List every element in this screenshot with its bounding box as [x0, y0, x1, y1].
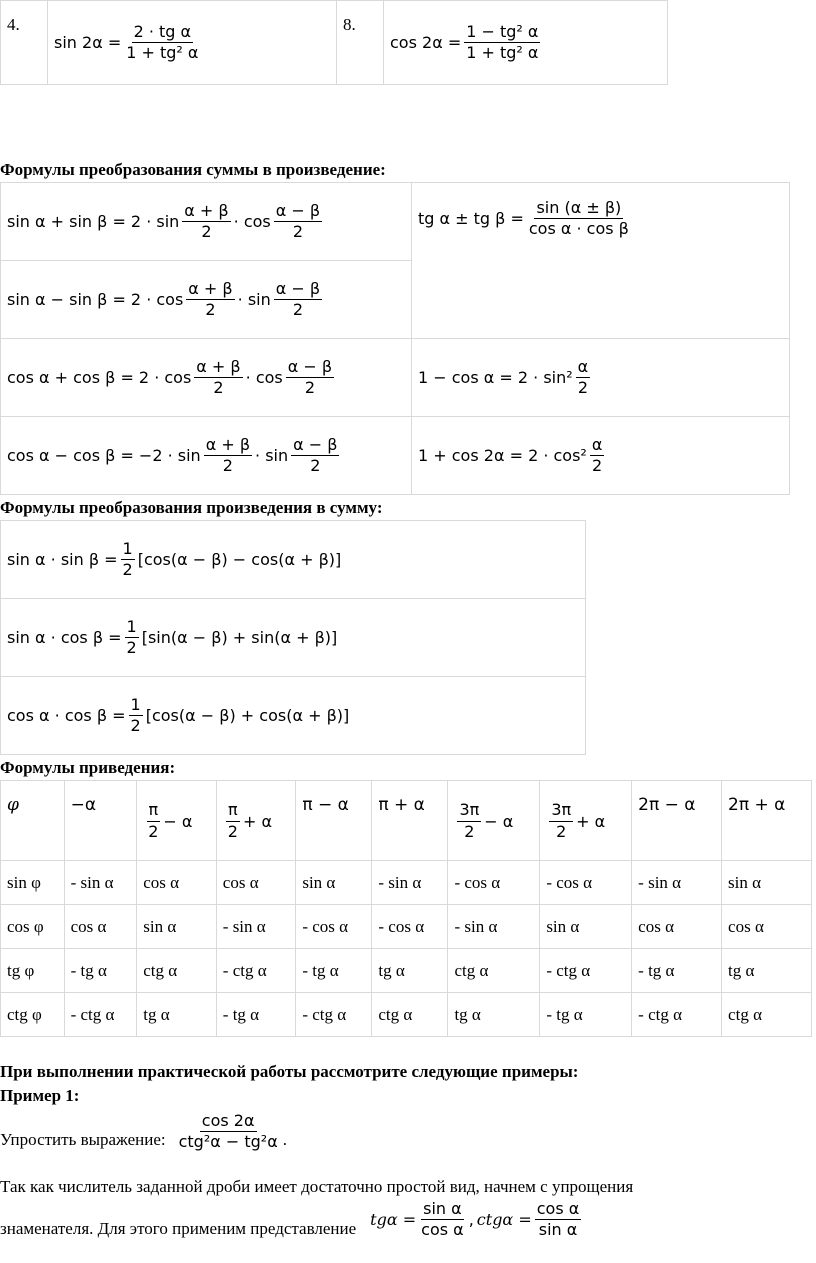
- reduction-row-ctg: [1, 993, 812, 1037]
- table-cell: cos α: [64, 905, 137, 949]
- simplify-line: Упростить выражение: $\frac{\cos 2\alpha}{\text{ctg²α − tg²α}}$ .: [0, 1111, 287, 1152]
- table-cell: cos α: [216, 861, 296, 905]
- table-cell: - tg α: [216, 993, 296, 1037]
- table-cell: - sin α: [448, 905, 540, 949]
- table-cell: ctg φ: [1, 993, 65, 1037]
- header-pi2-plus: $\frac{\pi}{2}$ + α: [216, 781, 296, 861]
- table-cell: sin α: [540, 905, 632, 949]
- sum-formula-4: cos α − cos β = −2 · sin $\frac{\alpha + \beta}{2}$ · sin $\frac{\alpha - \beta}{2}$: [1, 417, 412, 495]
- table-cell: tg α: [137, 993, 217, 1037]
- header-pi-minus: π − α: [296, 781, 372, 861]
- table-cell: ctg α: [448, 949, 540, 993]
- header-phi: φ: [1, 781, 65, 861]
- header-2pi-minus: 2π − α: [632, 781, 722, 861]
- table-cell: - sin α: [632, 861, 722, 905]
- table-cell: ctg α: [722, 993, 812, 1037]
- reduction-row-sin: [1, 861, 812, 905]
- table-cell: - ctg α: [64, 993, 137, 1037]
- example-1-heading: Пример 1:: [0, 1086, 80, 1105]
- sum-formula-3: cos α + cos β = 2 · cos $\frac{\alpha + \beta}{2}$ · cos $\frac{\alpha - \beta}{2}$: [1, 339, 412, 417]
- table-cell: - sin α: [216, 905, 296, 949]
- table-cell: cos α: [722, 905, 812, 949]
- table-cell: sin α: [296, 861, 372, 905]
- sum-formula-2: sin α − sin β = 2 · cos $\frac{\alpha + \beta}{2}$ · sin $\frac{\alpha - \beta}{2}$: [1, 261, 412, 339]
- reduction-row-tg: [1, 949, 812, 993]
- table-cell: - sin α: [372, 861, 448, 905]
- practice-heading: При выполнении практической работы рассмотрите следующие примеры:: [0, 1062, 579, 1081]
- table-cell: - cos α: [540, 861, 632, 905]
- table-cell: cos α: [632, 905, 722, 949]
- one-plus-cos-formula: 1 + cos 2α = 2 · cos² $\frac{\alpha}{2}$: [412, 417, 790, 495]
- table-cell: sin φ: [1, 861, 65, 905]
- reduction-table: [0, 780, 812, 1037]
- table-cell: ctg α: [137, 949, 217, 993]
- formula-number-8: 8.: [337, 1, 384, 85]
- simplify-label: Упростить выражение:: [0, 1129, 166, 1149]
- paragraph-line-2: знаменателя. Для этого применим представление tgα = $\frac{\text{sin α}}{\text{cos α}}$ , ctgα = $\frac{\text{cos α}}{\text{sin α}}$: [0, 1200, 584, 1240]
- table-cell: tg α: [448, 993, 540, 1037]
- table-cell: - tg α: [540, 993, 632, 1037]
- reduction-header-row: [1, 781, 812, 861]
- product-to-sum-heading: Формулы преобразования произведения в сумму:: [0, 498, 383, 517]
- product-to-sum-table: [0, 520, 586, 755]
- table-cell: - tg α: [64, 949, 137, 993]
- table-cell: sin α: [722, 861, 812, 905]
- paragraph-line-1: Так как числитель заданной дроби имеет достаточно простой вид, начнем с упрощения: [0, 1177, 634, 1196]
- header-pi-plus: π + α: [372, 781, 448, 861]
- table-cell: - cos α: [448, 861, 540, 905]
- formula-cos2a: cos 2α = $\frac{\text{1 − tg² α}}{\text{1 + tg² α}}$: [384, 1, 668, 85]
- table-cell: - sin α: [64, 861, 137, 905]
- table-cell: - cos α: [372, 905, 448, 949]
- table-cell: ctg α: [372, 993, 448, 1037]
- reduction-heading: Формулы приведения:: [0, 758, 176, 777]
- sum-to-product-table: [0, 182, 790, 495]
- table-cell: cos φ: [1, 905, 65, 949]
- top-formula-table: [0, 0, 668, 85]
- table-cell: - tg α: [296, 949, 372, 993]
- header-3pi2-minus: $\frac{3\pi}{2}$ − α: [448, 781, 540, 861]
- header-minus-alpha: −α: [64, 781, 137, 861]
- tg-ctg-representation: tgα = $\frac{\text{sin α}}{\text{cos α}}$ , ctgα = $\frac{\text{cos α}}{\text{sin α}}$: [370, 1199, 580, 1240]
- tg-sum-formula: tg α ± tg β = $\frac{\sin (\alpha \pm \beta)}{\text{cos α · cos β}}$: [412, 183, 790, 339]
- simplify-expression: $\frac{\cos 2\alpha}{\text{ctg²α − tg²α}}$: [178, 1111, 278, 1152]
- sum-to-product-heading: Формулы преобразования суммы в произведение:: [0, 160, 386, 179]
- formula-sin2a: sin 2α = $\frac{\text{2 · tg α}}{\text{1 + tg² α}}$: [48, 1, 337, 85]
- header-2pi-plus: 2π + α: [722, 781, 812, 861]
- header-pi2-minus: $\frac{\pi}{2}$ − α: [137, 781, 217, 861]
- header-3pi2-plus: $\frac{3\pi}{2}$ + α: [540, 781, 632, 861]
- table-cell: - ctg α: [216, 949, 296, 993]
- table-cell: tg α: [372, 949, 448, 993]
- table-cell: sin α: [137, 905, 217, 949]
- table-cell: - ctg α: [632, 993, 722, 1037]
- table-cell: - tg α: [632, 949, 722, 993]
- formula-number-4: 4.: [1, 1, 48, 85]
- table-cell: cos α: [137, 861, 217, 905]
- reduction-row-cos: [1, 905, 812, 949]
- table-cell: - ctg α: [296, 993, 372, 1037]
- sum-formula-1: sin α + sin β = 2 · sin $\frac{\alpha + \beta}{2}$ · cos $\frac{\alpha - \beta}{2}$: [1, 183, 412, 261]
- table-cell: - ctg α: [540, 949, 632, 993]
- table-cell: tg α: [722, 949, 812, 993]
- one-minus-cos-formula: 1 − cos α = 2 · sin² $\frac{\alpha}{2}$: [412, 339, 790, 417]
- prod-formula-3: cos α · cos β = $\frac{1}{2}$ [cos(α − β) + cos(α + β)]: [1, 677, 586, 755]
- table-cell: tg φ: [1, 949, 65, 993]
- table-cell: - cos α: [296, 905, 372, 949]
- prod-formula-1: sin α · sin β = $\frac{1}{2}$ [cos(α − β) − cos(α + β)]: [1, 521, 586, 599]
- prod-formula-2: sin α · cos β = $\frac{1}{2}$ [sin(α − β) + sin(α + β)]: [1, 599, 586, 677]
